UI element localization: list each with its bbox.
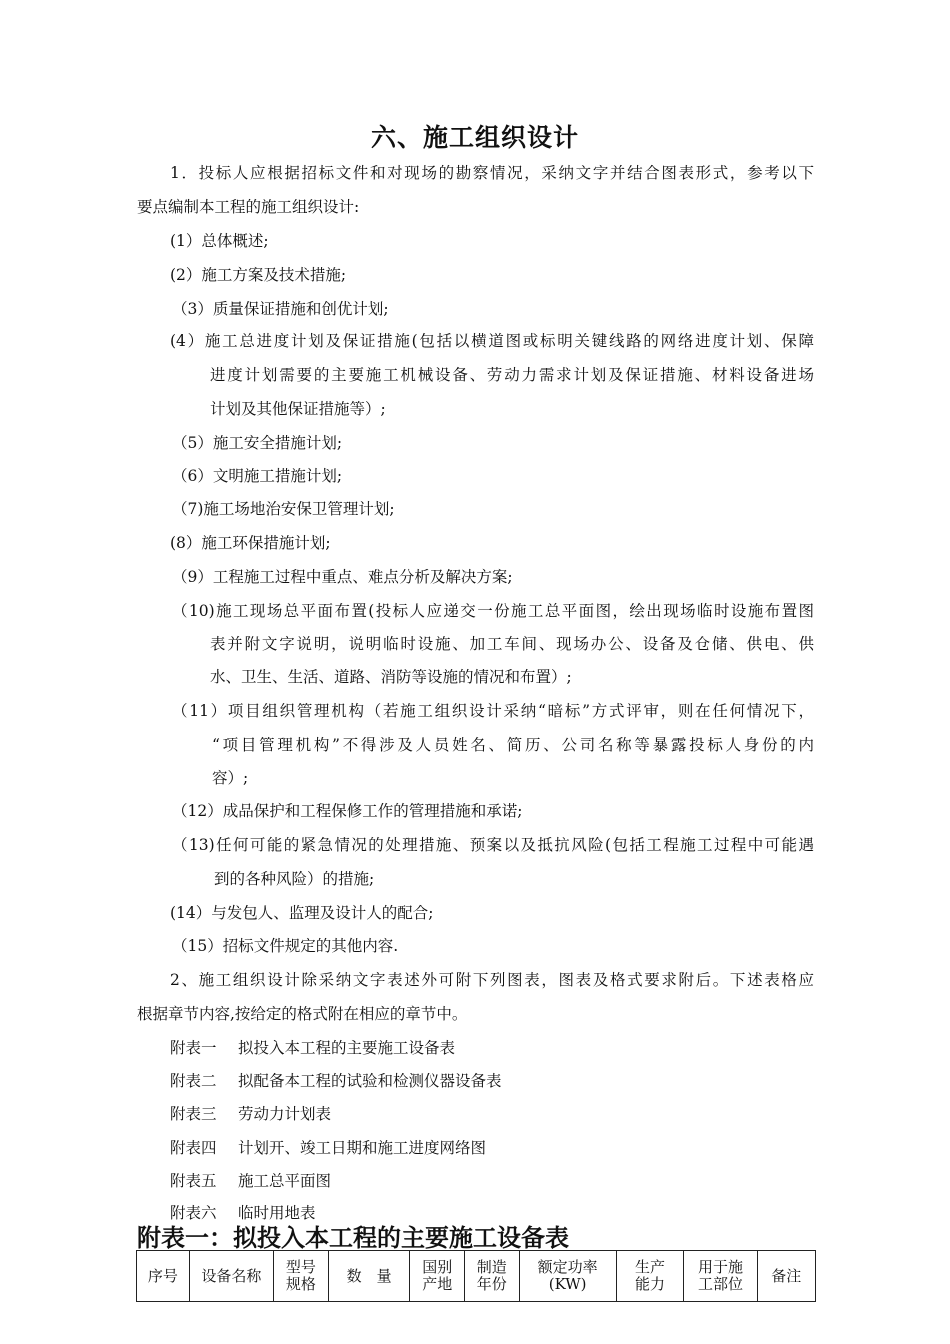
appendix-item bbox=[170, 1171, 331, 1191]
appendix-item bbox=[170, 1104, 331, 1124]
table-header-cell: 额定功率 (KW) bbox=[519, 1251, 616, 1302]
intro-line-1: 1．投标人应根据招标文件和对现场的勘察情况，采纳文字并结合图表形式，参考以下 bbox=[170, 164, 814, 182]
para2-line-2: 根据章节内容,按给定的格式附在相应的章节中。 bbox=[137, 1005, 468, 1023]
list-item: （9）工程施工过程中重点、难点分析及解决方案; bbox=[172, 568, 513, 586]
appendix-name: 拟投入本工程的主要施工设备表 bbox=[238, 1039, 456, 1057]
appendix-label: 附表二 bbox=[170, 1072, 217, 1090]
list-item: （5）施工安全措施计划; bbox=[172, 434, 343, 452]
list-item: (2）施工方案及技术措施; bbox=[170, 266, 347, 284]
table-header-cell: 设备名称 bbox=[189, 1251, 273, 1302]
table-header-cell: 用于施 工部位 bbox=[684, 1251, 757, 1302]
appendix-item bbox=[170, 1138, 486, 1158]
appendix-item bbox=[170, 1071, 502, 1091]
list-item: （15）招标文件规定的其他内容. bbox=[172, 937, 399, 955]
list-item: （13)任何可能的紧急情况的处理措施、预案以及抵抗风险(包括工程施工过程中可能遇 bbox=[172, 836, 814, 854]
appendix-label: 附表四 bbox=[170, 1139, 217, 1157]
appendix-name: 拟配备本工程的试验和检测仪器设备表 bbox=[238, 1072, 502, 1090]
intro-line-2: 要点编制本工程的施工组织设计: bbox=[137, 198, 360, 216]
list-item: （11）项目组织管理机构（若施工组织设计采纳“暗标”方式评审，则在任何情况下， bbox=[172, 702, 814, 720]
table-header-cell: 序号 bbox=[137, 1251, 190, 1302]
appendix-label: 附表五 bbox=[170, 1172, 217, 1190]
list-item-continuation: 水、卫生、生活、道路、消防等设施的情况和布置）; bbox=[210, 668, 572, 686]
page-title: 六、施工组织设计 bbox=[370, 123, 579, 152]
list-item-continuation: “项目管理机构”不得涉及人员姓名、简历、公司名称等暴露投标人身份的内 bbox=[212, 736, 814, 754]
appendix-name: 临时用地表 bbox=[238, 1204, 316, 1222]
list-item-continuation: 到的各种风险）的措施; bbox=[214, 870, 375, 888]
list-item: （12）成品保护和工程保修工作的管理措施和承诺; bbox=[172, 802, 523, 820]
list-item-continuation: 进度计划需要的主要施工机械设备、劳动力需求计划及保证措施、材料设备进场 bbox=[210, 366, 814, 384]
list-item-continuation: 计划及其他保证措施等）; bbox=[210, 400, 386, 418]
list-item: （10)施工现场总平面布置(投标人应递交一份施工总平面图，绘出现场临时设施布置图 bbox=[172, 602, 814, 620]
list-item: (8）施工环保措施计划; bbox=[170, 534, 331, 552]
list-item: （6）文明施工措施计划; bbox=[172, 467, 343, 485]
appendix-label: 附表一 bbox=[170, 1039, 217, 1057]
list-item: （3）质量保证措施和创优计划; bbox=[172, 300, 389, 318]
table-header-cell: 制造 年份 bbox=[464, 1251, 519, 1302]
list-item: （7)施工场地治安保卫管理计划; bbox=[172, 500, 395, 518]
table-header-cell: 备注 bbox=[757, 1251, 815, 1302]
appendix-name: 劳动力计划表 bbox=[238, 1105, 332, 1123]
table-header-cell: 国别 产地 bbox=[410, 1251, 465, 1302]
table-header-row bbox=[137, 1251, 816, 1302]
table-header-cell: 型号 规格 bbox=[274, 1251, 329, 1302]
appendix-label: 附表六 bbox=[170, 1204, 217, 1222]
para2-line-1: 2、施工组织设计除采纳文字表述外可附下列图表，图表及格式要求附后。下述表格应 bbox=[170, 971, 814, 989]
list-item: (1）总体概述; bbox=[170, 232, 269, 250]
list-item: (4）施工总进度计划及保证措施(包括以横道图或标明关键线路的网络进度计划、保障 bbox=[170, 332, 814, 350]
appendix-name: 计划开、竣工日期和施工进度网络图 bbox=[238, 1139, 487, 1157]
equipment-table bbox=[136, 1250, 816, 1302]
table-title: 附表一：拟投入本工程的主要施工设备表 bbox=[137, 1224, 569, 1252]
table-header-cell: 数 量 bbox=[328, 1251, 410, 1302]
list-item-continuation: 容）; bbox=[212, 769, 249, 787]
list-item: (14）与发包人、监理及设计人的配合; bbox=[170, 904, 434, 922]
table-header-cell: 生产 能力 bbox=[616, 1251, 684, 1302]
appendix-item bbox=[170, 1038, 455, 1058]
appendix-name: 施工总平面图 bbox=[238, 1172, 332, 1190]
list-item-continuation: 表并附文字说明，说明临时设施、加工车间、现场办公、设备及仓储、供电、供 bbox=[210, 635, 814, 653]
appendix-label: 附表三 bbox=[170, 1105, 217, 1123]
